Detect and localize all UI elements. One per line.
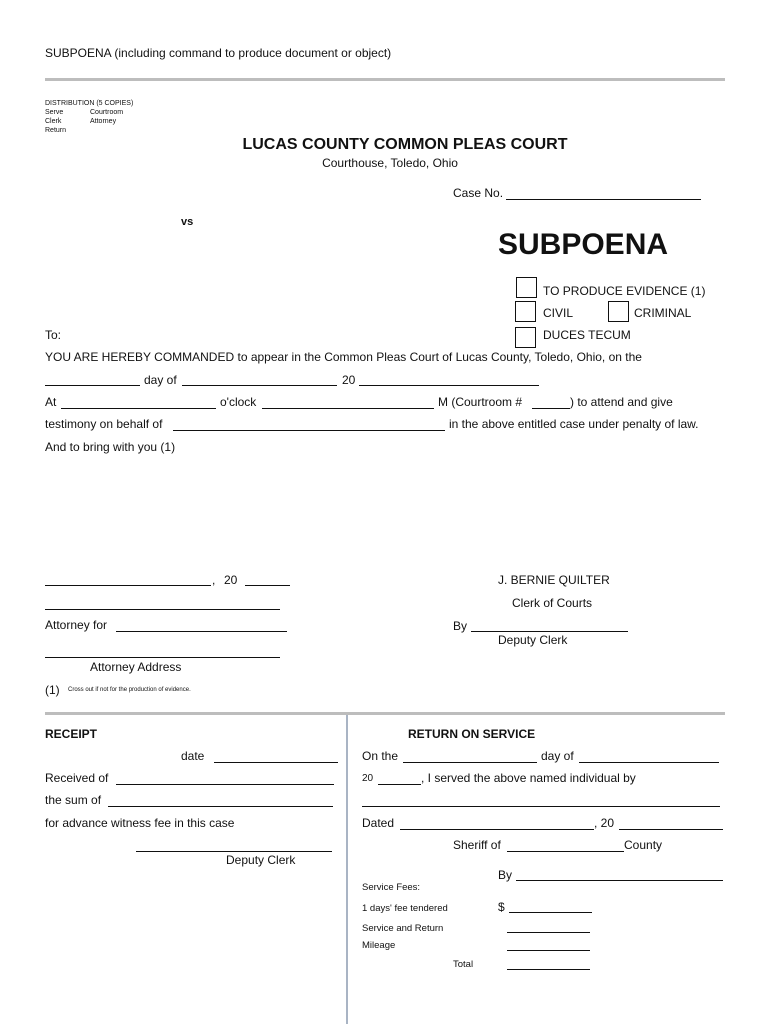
county-label: County bbox=[624, 838, 663, 852]
produce-evidence-checkbox[interactable] bbox=[516, 277, 537, 298]
dated-label: Dated bbox=[362, 816, 395, 830]
testimony-label: testimony on behalf of bbox=[45, 417, 163, 431]
service-year-field[interactable] bbox=[378, 784, 421, 785]
form-title: SUBPOENA (including command to produce document or object) bbox=[45, 46, 392, 60]
clerk-by-label: By bbox=[453, 619, 468, 633]
receipt-title: RECEIPT bbox=[45, 727, 98, 741]
receipt-date-label: date bbox=[181, 749, 205, 763]
behalf-of-field[interactable] bbox=[173, 430, 445, 431]
dollar-sign: $ bbox=[498, 900, 505, 914]
clerk-by-field[interactable] bbox=[471, 631, 628, 632]
fee-days-field[interactable] bbox=[509, 912, 592, 913]
courtroom-label: M (Courtroom # bbox=[438, 395, 523, 409]
penalty-text: in the above entitled case under penalty of law. bbox=[449, 417, 699, 431]
fee-mileage-field[interactable] bbox=[507, 950, 590, 951]
place-field[interactable] bbox=[61, 408, 216, 409]
time-field[interactable] bbox=[262, 408, 434, 409]
sheriff-of-label: Sheriff of bbox=[453, 838, 501, 852]
sheriff-county-field[interactable] bbox=[507, 851, 624, 852]
fee-total-field[interactable] bbox=[507, 969, 590, 970]
service-day-of-label: day of bbox=[541, 749, 574, 763]
case-no-field[interactable] bbox=[506, 199, 701, 200]
court-name: LUCAS COUNTY COMMON PLEAS COURT bbox=[242, 136, 568, 153]
header-rule bbox=[45, 78, 725, 81]
service-by-label: By bbox=[498, 868, 513, 882]
service-by-field[interactable] bbox=[516, 880, 723, 881]
courtroom-field[interactable] bbox=[532, 408, 570, 409]
day-field[interactable] bbox=[45, 385, 140, 386]
year-field[interactable] bbox=[359, 385, 539, 386]
received-of-label: Received of bbox=[45, 771, 109, 785]
receipt-date-field[interactable] bbox=[214, 762, 338, 763]
subpoena-title: SUBPOENA bbox=[498, 228, 669, 261]
month-field[interactable] bbox=[182, 385, 337, 386]
distribution-title: DISTRIBUTION (5 COPIES) bbox=[45, 100, 134, 107]
clerk-name: J. BERNIE QUILTER bbox=[498, 573, 610, 587]
attorney-for-label: Attorney for bbox=[45, 618, 108, 632]
fee-days-label: 1 days' fee tendered bbox=[362, 903, 448, 914]
receipt-signature-field[interactable] bbox=[136, 851, 332, 852]
duces-tecum-label: DUCES TECUM bbox=[543, 328, 631, 342]
on-the-label: On the bbox=[362, 749, 399, 763]
to-label: To: bbox=[45, 328, 62, 342]
footnote-marker: (1) bbox=[45, 683, 60, 697]
service-month-field[interactable] bbox=[579, 762, 719, 763]
civil-label: CIVIL bbox=[543, 306, 574, 320]
clerk-title: Clerk of Courts bbox=[512, 596, 593, 610]
criminal-label: CRIMINAL bbox=[634, 306, 692, 320]
criminal-checkbox[interactable] bbox=[608, 301, 629, 322]
dated-year-label: , 20 bbox=[594, 816, 615, 830]
court-location: Courthouse, Toledo, Ohio bbox=[322, 156, 458, 170]
deputy-clerk-label: Deputy Clerk bbox=[498, 633, 568, 647]
oclock-label: o'clock bbox=[220, 395, 257, 409]
vs-label: vs bbox=[181, 216, 194, 228]
distribution-clerk: Clerk bbox=[45, 118, 62, 125]
civil-checkbox[interactable] bbox=[515, 301, 536, 322]
vertical-divider bbox=[346, 715, 348, 1024]
sign-date-field[interactable] bbox=[45, 585, 211, 586]
day-of-label: day of bbox=[144, 373, 177, 387]
at-label: At bbox=[45, 395, 57, 409]
footnote-text: Cross out if not for the production of evidence. bbox=[68, 687, 191, 693]
attend-label: ) to attend and give bbox=[570, 395, 673, 409]
advance-fee-text: for advance witness fee in this case bbox=[45, 816, 235, 830]
attorney-address-field[interactable] bbox=[45, 657, 280, 658]
fee-service-return-field[interactable] bbox=[507, 932, 590, 933]
return-title: RETURN ON SERVICE bbox=[408, 727, 536, 741]
distribution-col2 bbox=[90, 108, 123, 126]
dated-field[interactable] bbox=[400, 829, 594, 830]
produce-evidence-label: TO PRODUCE EVIDENCE (1) bbox=[543, 284, 706, 298]
duces-tecum-checkbox[interactable] bbox=[515, 327, 536, 348]
receipt-deputy-clerk: Deputy Clerk bbox=[226, 853, 296, 867]
service-day-field[interactable] bbox=[403, 762, 537, 763]
service-method-field[interactable] bbox=[362, 806, 720, 807]
service-year-prefix: 20 bbox=[362, 773, 374, 784]
sum-of-label: the sum of bbox=[45, 793, 102, 807]
attorney-address-label: Attorney Address bbox=[90, 660, 182, 674]
fee-service-return-label: Service and Return bbox=[362, 923, 444, 934]
distribution-courtroom: Courtroom bbox=[90, 109, 124, 116]
service-fees-label: Service Fees: bbox=[362, 882, 421, 893]
section-rule bbox=[45, 712, 725, 715]
fee-mileage-label: Mileage bbox=[362, 940, 396, 951]
bring-label: And to bring with you (1) bbox=[45, 440, 176, 454]
distribution-serve: Serve bbox=[45, 109, 64, 116]
sign-date-sep: , bbox=[212, 573, 216, 587]
distribution-return: Return bbox=[45, 127, 67, 134]
fee-total-label: Total bbox=[453, 959, 474, 970]
distribution-col1 bbox=[45, 108, 66, 135]
case-no-label: Case No. bbox=[453, 186, 504, 200]
sign-year-prefix: 20 bbox=[224, 573, 238, 587]
served-text: , I served the above named individual by bbox=[421, 771, 636, 785]
command-text: YOU ARE HEREBY COMMANDED to appear in the Common Pleas Court of Lucas County, Toledo, Ohio, on the bbox=[45, 350, 642, 364]
sum-of-field[interactable] bbox=[108, 806, 333, 807]
attorney-for-field[interactable] bbox=[116, 631, 287, 632]
dated-year-field[interactable] bbox=[619, 829, 723, 830]
received-of-field[interactable] bbox=[116, 784, 334, 785]
distribution-attorney: Attorney bbox=[90, 118, 117, 125]
sign-year-field[interactable] bbox=[245, 585, 290, 586]
attorney-signature-field[interactable] bbox=[45, 609, 280, 610]
year-prefix: 20 bbox=[342, 373, 356, 387]
